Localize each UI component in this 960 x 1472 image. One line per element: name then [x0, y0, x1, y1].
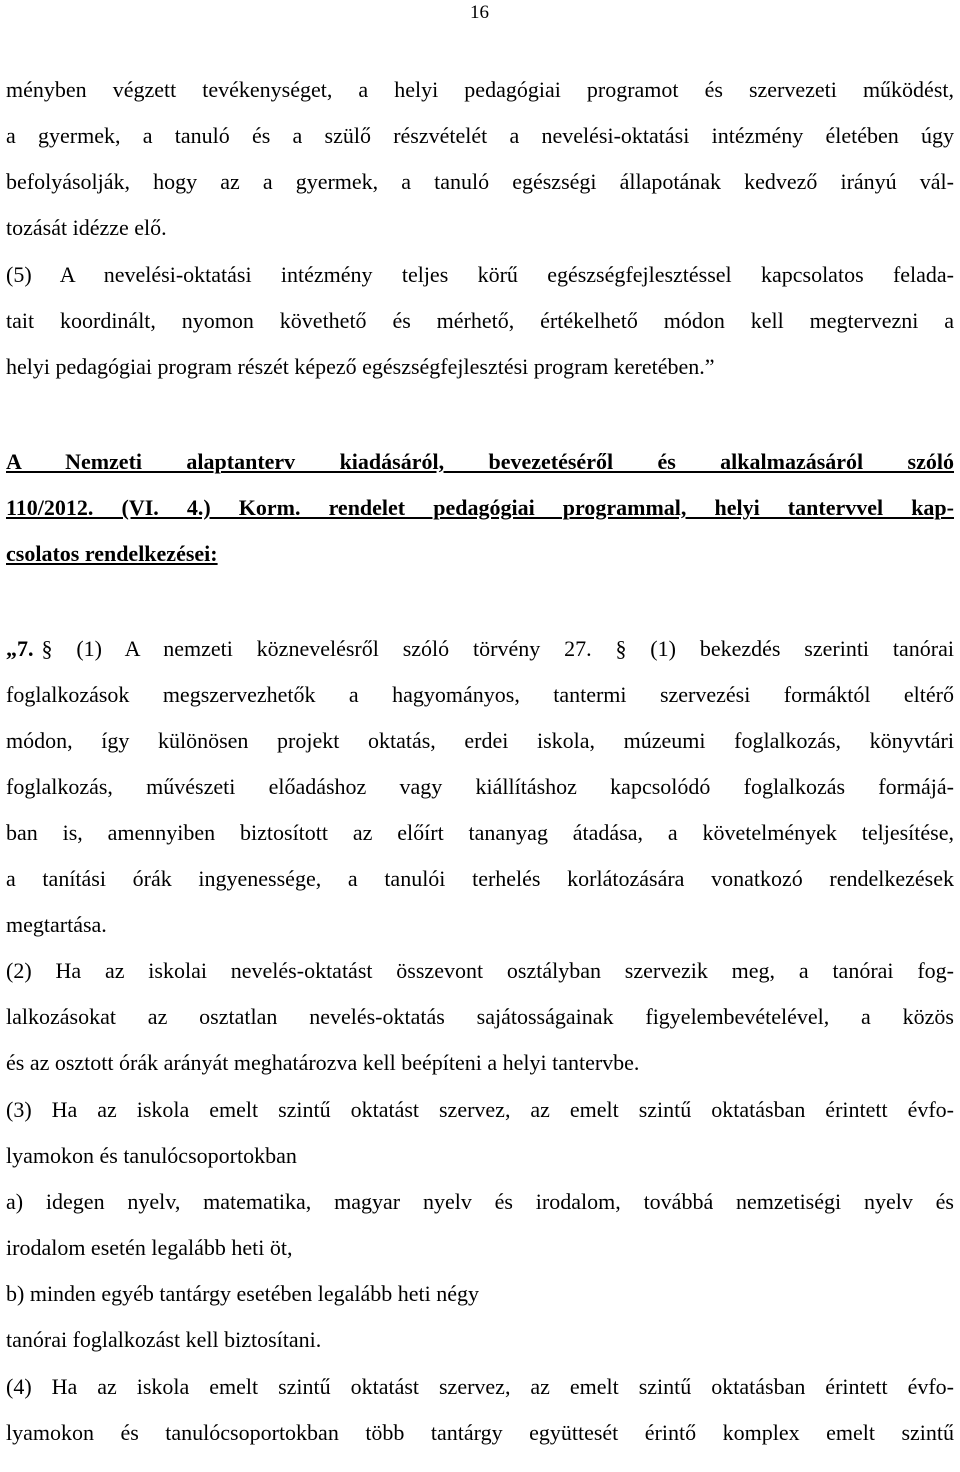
section-7-first-line	[6, 634, 954, 664]
page-number: 16	[470, 2, 489, 23]
text-line: b) minden egyéb tantárgy esetében legalább heti négy	[6, 1281, 480, 1306]
text-line: (3) Ha az iskola emelt szintű oktatást szervez, az emelt szintű oktatásban érintett évfo-	[6, 1097, 954, 1122]
text-line: lalkozásokat az osztatlan nevelés-oktatás sajátosságainak figyelembevételével, a közös	[6, 1004, 954, 1029]
text-line: befolyásolják, hogy az a gyermek, a tanuló egészségi állapotának kedvező irányú vál-	[6, 169, 954, 194]
text-line: foglalkozások megszervezhetők a hagyományos, tantermi szervezési formáktól eltérő	[6, 682, 954, 707]
text-line: (2) Ha az iskolai nevelés-oktatást összevont osztályban szervezik meg, a tanórai fog-	[6, 958, 954, 983]
text-line: a tanítási órák ingyenessége, a tanulói terhelés korlátozására vonatkozó rendelkezések	[6, 866, 954, 891]
text-line: ményben végzett tevékenységet, a helyi pedagógiai programot és szervezeti működést,	[6, 77, 954, 102]
section-heading-line: 110/2012. (VI. 4.) Korm. rendelet pedagógiai programmal, helyi tantervvel kap-	[6, 495, 954, 520]
text-line: és az osztott órák arányát meghatározva kell beépíteni a helyi tantervbe.	[6, 1050, 640, 1075]
text-line: módon, így különösen projekt oktatás, erdei iskola, múzeumi foglalkozás, könyvtári	[6, 728, 954, 753]
text-line: tait koordinált, nyomon követhető és mérhető, értékelhető módon kell megtervezni a	[6, 308, 954, 333]
text-line: lyamokon és tanulócsoportokban több tantárgy együttesét érintő komplex emelt szintű	[6, 1420, 954, 1445]
text-line: (5) A nevelési-oktatási intézmény teljes körű egészségfejlesztéssel kapcsolatos felada-	[6, 262, 954, 287]
text-line: tanórai foglalkozást kell biztosítani.	[6, 1327, 322, 1352]
section-number: „7.	[6, 636, 34, 661]
text-line: irodalom esetén legalább heti öt,	[6, 1235, 293, 1260]
text-line: (4) Ha az iskola emelt szintű oktatást szervez, az emelt szintű oktatásban érintett évfo-	[6, 1374, 954, 1399]
text-line: helyi pedagógiai program részét képező egészségfejlesztési program keretében.”	[6, 354, 715, 379]
text-line: ban is, amennyiben biztosított az előírt tananyag átadása, a követelmények teljesítése,	[6, 820, 954, 845]
text-line: a gyermek, a tanuló és a szülő részvételét a nevelési-oktatási intézmény életében úgy	[6, 123, 954, 148]
text-line: lyamokon és tanulócsoportokban	[6, 1143, 297, 1168]
text-line: a) idegen nyelv, matematika, magyar nyelv és irodalom, továbbá nemzetiségi nyelv és	[6, 1189, 954, 1214]
text-line: foglalkozás, művészeti előadáshoz vagy kiállításhoz kapcsolódó foglalkozás formájá-	[6, 774, 954, 799]
section-heading-line: A Nemzeti alaptanterv kiadásáról, bevezetéséről és alkalmazásáról szóló	[6, 449, 954, 474]
text-line: tozását idézze elő.	[6, 215, 167, 240]
section-heading-line: csolatos rendelkezései:	[6, 541, 218, 566]
text-line: § (1) A nemzeti köznevelésről szóló törvény 27. § (1) bekezdés szerinti tanórai	[41, 636, 954, 661]
text-line: megtartása.	[6, 912, 107, 937]
